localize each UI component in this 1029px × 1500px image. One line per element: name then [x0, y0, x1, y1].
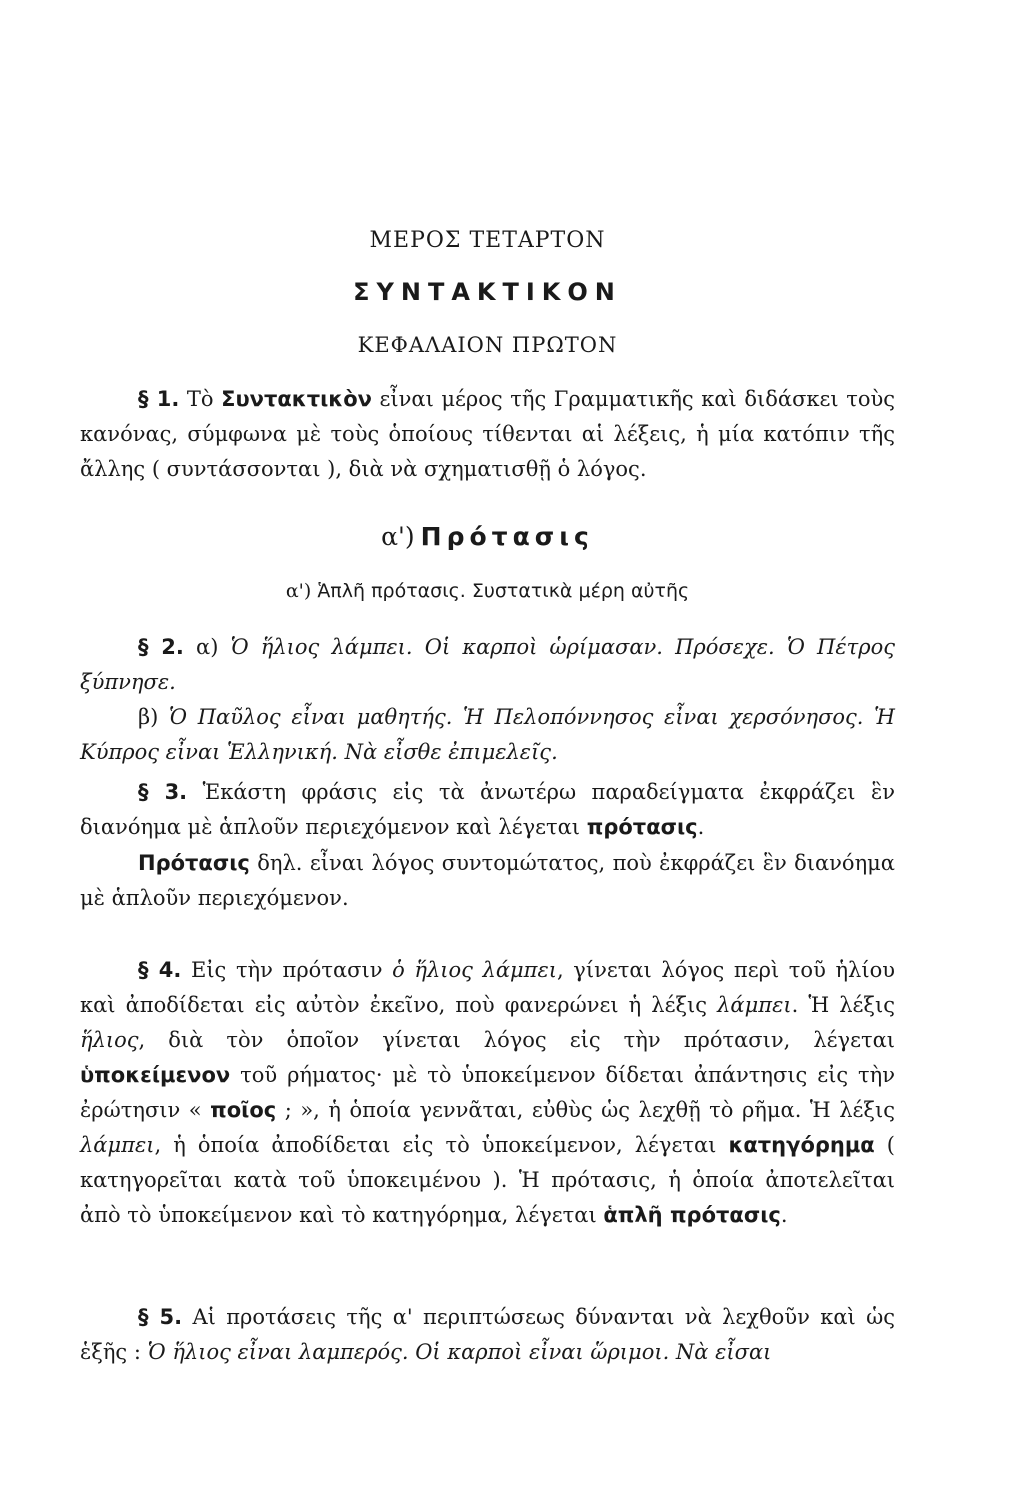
text: ; », ἡ ὁποία γεννᾶται, εὐθὺς ὡς λεχθῇ τὸ ρῆμα. Ἡ λέξις [276, 1098, 895, 1122]
subsection-title: Ἁπλῆ πρότασις. Συστατικὰ μέρη αὐτῆς [317, 580, 690, 602]
example-label: β) [138, 705, 169, 729]
bold-term: ποῖος [210, 1098, 277, 1122]
paragraph-1 [80, 382, 895, 487]
text: ( κατηγορεῖται κατὰ τοῦ ὑποκειμένου ). Ἡ πρότασις, ἡ ὁποία ἀποτελεῖται ἀπὸ τὸ ὑποκείμενον καὶ τὸ κατηγόρημα, λέγεται [80, 1133, 895, 1227]
text: , γίνεται λόγος περὶ τοῦ ἡλίου καὶ ἀποδίδεται εἰς αὐτὸν ἐκεῖνο, ποὺ φανερώνει ἡ λέξις [80, 958, 896, 1017]
example-text: Ὁ Παῦλος εἶναι μαθητής. Ἡ Πελοπόννησος εἶναι χερσόνησος. Ἡ Κύπρος εἶναι Ἑλληνική. Νὰ εἶσθε ἐπιμελεῖς. [80, 705, 895, 764]
italic-term: λάμπει [717, 993, 792, 1017]
text: . Ἡ λέξις [791, 993, 895, 1017]
section-prefix: α') [381, 522, 415, 551]
section-number: § 1. [138, 387, 180, 411]
section-number: § 3. [138, 780, 188, 804]
bold-term: ὑποκείμενον [80, 1063, 231, 1087]
bold-term: πρότασις [586, 815, 698, 839]
text: Ἑκάστη φράσις εἰς τὰ ἀνωτέρω παραδείγματα ἐκφράζει ἓν διανόημα μὲ ἁπλοῦν περιεχόμενον καὶ λέγεται [80, 780, 895, 839]
text: τοῦ ρήματος· μὲ τὸ ὑποκείμενον δίδεται ἀπάντησις εἰς τὴν ἐρώτησιν « [80, 1063, 895, 1122]
paragraph-5 [80, 1300, 895, 1370]
part-heading: ΜΕΡΟΣ ΤΕΤΑΡΤΟΝ [369, 228, 606, 253]
text: , ἡ ὁποία ἀποδίδεται εἰς τὸ ὑποκείμενον, λέγεται [154, 1133, 729, 1157]
subsection-prefix: α') [285, 580, 312, 602]
text: , διὰ τὸν ὁποῖον γίνεται λόγος εἰς τὴν πρότασιν, λέγεται [138, 1028, 895, 1052]
text: εἶναι μέρος τῆς Γραμματικῆς καὶ διδάσκει τοὺς κανόνας, σύμφωνα μὲ τοὺς ὁποίους τίθενται αἱ λέξεις, ἡ μία κατόπιν τῆς ἄλλης ( συντάσσονται ), διὰ νὰ σχηματισθῇ ὁ λόγος. [80, 387, 895, 481]
italic-term: ἥλιος [80, 1028, 139, 1052]
text: Εἰς τὴν πρότασιν [181, 958, 393, 982]
subsection-heading [80, 580, 895, 602]
section-number: § 4. [138, 958, 182, 982]
example-label: α) [183, 635, 231, 659]
page-title: ΣΥΝΤΑΚΤΙΚΟΝ [353, 278, 622, 306]
example-text: Ὁ ἥλιος λάμπει. Οἱ καρποὶ ὡρίμασαν. Πρόσεχε. Ὁ Πέτρος ξύπνησε. [80, 635, 895, 694]
bold-term: ἁπλῆ πρότασις [603, 1203, 781, 1227]
text: δηλ. εἶναι λόγος συντομώτατος, ποὺ ἐκφράζει ἓν διανόημα μὲ ἁπλοῦν περιεχόμενον. [80, 851, 895, 910]
text: . [697, 815, 705, 839]
chapter-heading: ΚΕΦΑΛΑΙΟΝ ΠΡΩΤΟΝ [357, 333, 618, 357]
bold-term: κατηγόρημα [728, 1133, 875, 1157]
section-title: Πρότασις [420, 522, 594, 551]
italic-term: Ὁ ἥλιος εἶναι λαμπερός. Οἱ καρποὶ εἶναι ὥριμοι. Νὰ εἶσαι [147, 1340, 772, 1364]
italic-term: λάμπει [80, 1133, 155, 1157]
italic-term: ὁ ἥλιος λάμπει [392, 958, 557, 982]
text: . [780, 1203, 788, 1227]
bold-term: Πρότασις [138, 851, 250, 875]
text: Αἱ προτάσεις τῆς α' περιπτώσεως δύνανται νὰ λεχθοῦν καὶ ὡς ἑξῆς : [80, 1305, 895, 1364]
paragraph-2a [80, 630, 895, 700]
text: Τὸ [179, 387, 222, 411]
section-number: § 5. [138, 1305, 183, 1329]
paragraph-4 [80, 953, 895, 1233]
paragraph-3-definition [80, 846, 895, 916]
section-heading [80, 522, 895, 551]
paragraph-2b [80, 700, 895, 770]
section-number: § 2. [138, 635, 184, 659]
paragraph-3 [80, 775, 895, 845]
bold-term: Συντακτικὸν [221, 387, 372, 411]
